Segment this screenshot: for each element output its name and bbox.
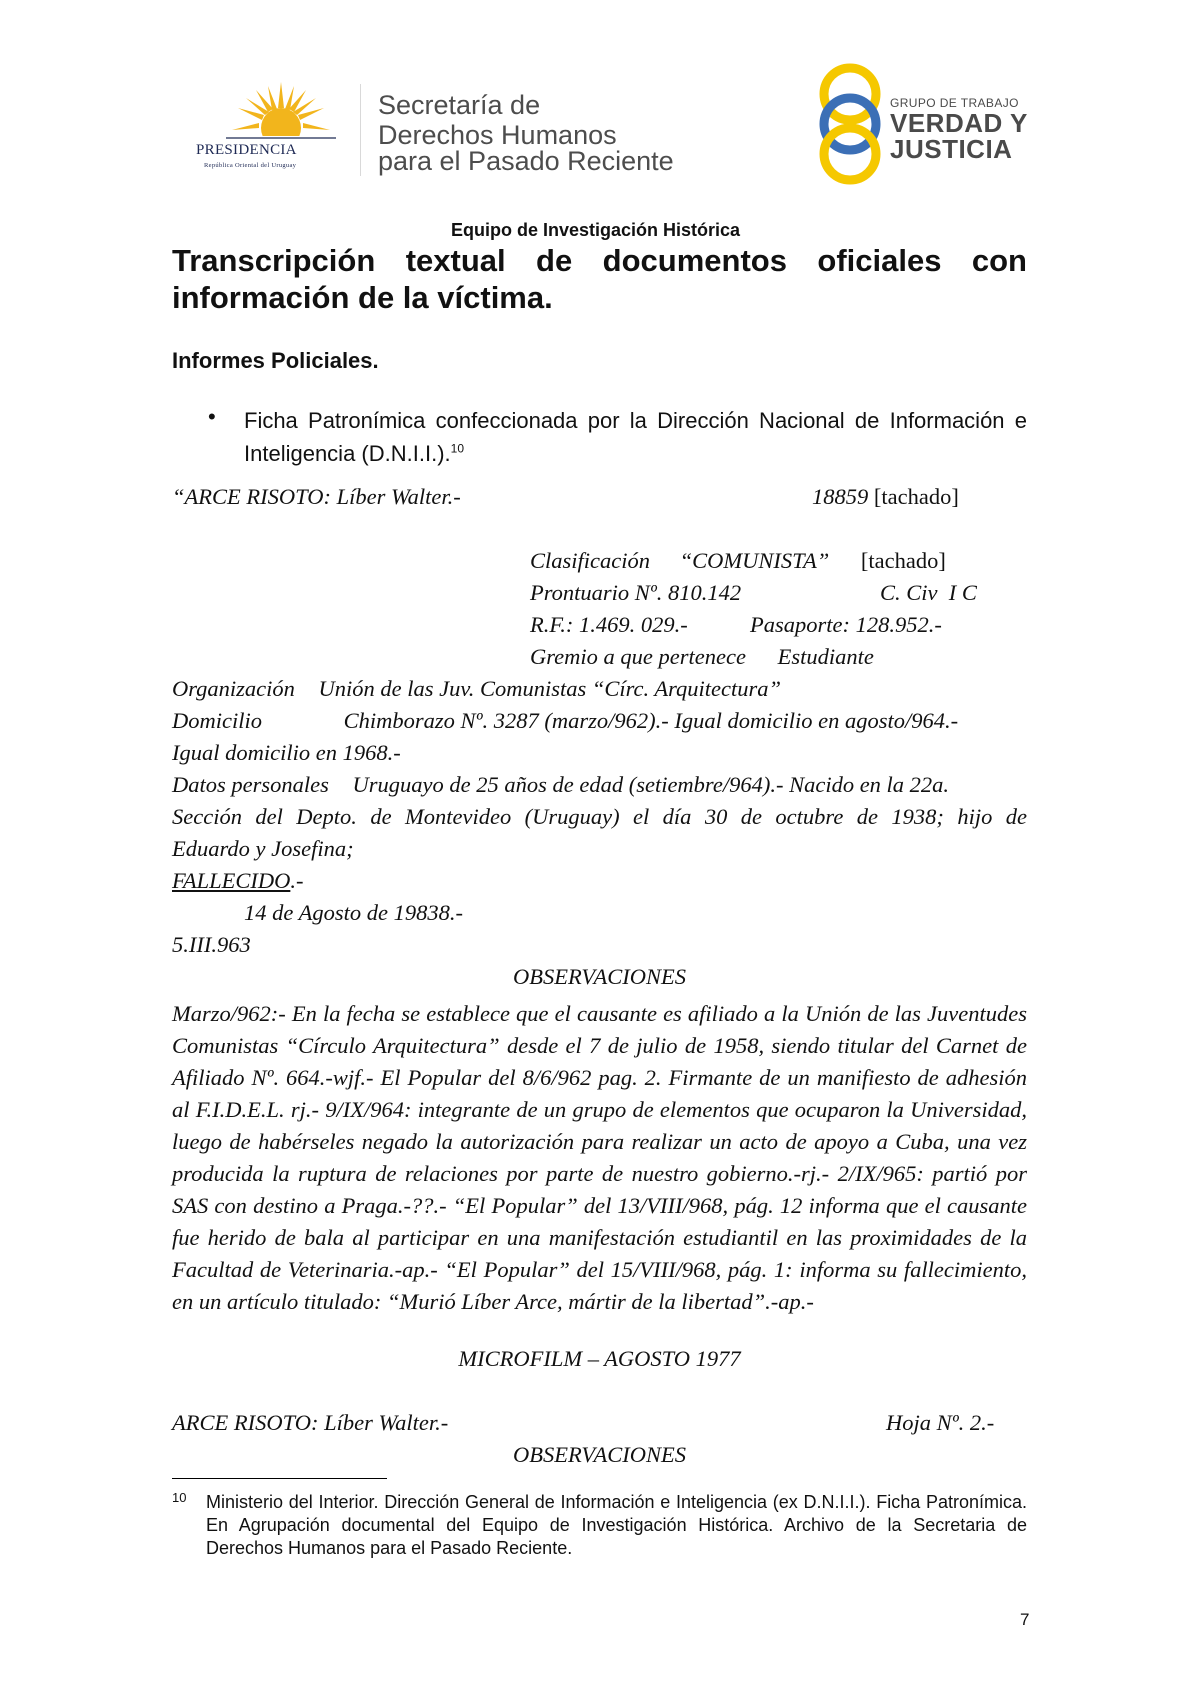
hoja-number: Hoja Nº. 2.- xyxy=(886,1410,995,1435)
presidencia-sun-logo xyxy=(226,78,336,150)
presidencia-subtitle: República Oriental del Uruguay xyxy=(204,162,297,169)
secretaria-line-3: para el Pasado Reciente xyxy=(378,146,674,176)
bullet-item xyxy=(244,404,1027,470)
presidencia-name: PRESIDENCIA xyxy=(196,142,297,158)
record-name: “ARCE RISOTO: Líber Walter.- xyxy=(172,484,461,509)
fallecido-row: FALLECIDO.- xyxy=(172,868,304,893)
vj-group-label: GRUPO DE TRABAJO xyxy=(890,96,1019,110)
footnote-text: Ministerio del Interior. Dirección General de Información e Inteligencia (ex D.N.I.I.). Ficha Patronímica. En Agrupación documental del Equipo de Investigación Histórica. Archivo de la Secretaria de Derechos Humanos para el Pasado Reciente. xyxy=(206,1492,1027,1558)
observaciones-text: Marzo/962:- En la fecha se establece que el causante es afiliado a la Unión de las Juventudes Comunistas “Círculo Arquitectura” desde el 7 de julio de 1958, siendo titular del Carnet de Afiliado Nº. 664.-wjf.- El Popular del 8/6/962 pag. 2. Firmante de un manifiesto de adhesión al F.I.D.E.L. rj.- 9/IX/964: integrante de un grupo de elementos que ocuparon la Universidad, luego de habérseles negado la autorización para realizar un acto de apoyo a Cuba, una vez producida la ruptura de relaciones por parte de nuestro gobierno.-rj.- 2/IX/965: partió por SAS con destino a Praga.-??.- “El Popular” del 13/VIII/968, pág. 12 informa que el causante fue herido de bala al participar en una manifestación estudiantil en las proximidades de la Facultad de Veterinaria.-ap.- “El Popular” del 15/VIII/968, pág. 1: informa su fallecimiento, en un artículo titulado: “Murió Líber Arce, mártir de la libertad”.-ap.- xyxy=(172,1001,1027,1314)
footnote-rule xyxy=(172,1478,387,1479)
gremio-row: Gremio a que pertenece Estudiante xyxy=(530,644,874,669)
record-number: 18859 [tachado] xyxy=(812,484,959,509)
header-divider xyxy=(360,84,361,176)
record-number-note: [tachado] xyxy=(873,484,959,509)
date-code: 5.III.963 xyxy=(172,932,251,957)
civ: C. Civ I C xyxy=(880,580,977,605)
team-heading: Equipo de Investigación Histórica xyxy=(450,220,741,240)
verdad-justicia-rings-logo xyxy=(812,62,888,186)
fallecido-date: 14 de Agosto de 19838.- xyxy=(244,900,463,925)
observaciones-heading-2: OBSERVACIONES xyxy=(513,1442,686,1467)
datos-cont-2: Eduardo y Josefina; xyxy=(172,836,354,861)
datos-row: Datos personales Uruguayo de 25 años de edad (setiembre/964).- Nacido en la 22a. xyxy=(172,772,950,797)
prontuario: Prontuario Nº. 810.142 xyxy=(530,580,742,605)
rf-number: R.F.: 1.469. 029.- xyxy=(530,612,688,637)
secretaria-line-1: Secretaría de xyxy=(378,90,541,120)
domicilio-cont: Igual domicilio en 1968.- xyxy=(172,740,401,765)
observaciones-heading: OBSERVACIONES xyxy=(513,964,686,989)
document-title: Transcripción textual de documentos oficiales con información de la víctima. xyxy=(172,243,1027,315)
pasaporte: Pasaporte: 128.952.- xyxy=(750,612,942,637)
bullet-text: Ficha Patronímica confeccionada por la Dirección Nacional de Información e Inteligencia (D.N.I.I.). xyxy=(244,408,1027,466)
vj-line-1: VERDAD Y xyxy=(890,108,1028,138)
datos-cont-1: Sección del Depto. de Montevideo (Uruguay) el día 30 de octubre de 1938; hijo de xyxy=(172,804,1027,829)
secretaria-line-2: Derechos Humanos xyxy=(378,120,617,150)
footnote-ref: 10 xyxy=(450,441,464,456)
domicilio-row: Domicilio Chimborazo Nº. 3287 (marzo/962).- Igual domicilio en agosto/964.- xyxy=(172,708,959,733)
section-heading: Informes Policiales. xyxy=(172,348,379,373)
clasificacion-row: Clasificación “COMUNISTA” [tachado] xyxy=(530,548,946,573)
page-number: 7 xyxy=(1020,1610,1030,1629)
record-name-2: ARCE RISOTO: Líber Walter.- xyxy=(172,1410,449,1435)
vj-line-2: JUSTICIA xyxy=(890,134,1013,164)
microfilm-line: MICROFILM – AGOSTO 1977 xyxy=(458,1346,741,1371)
footnote-number: 10 xyxy=(172,1490,187,1505)
organizacion-row: Organización Unión de las Juv. Comunistas “Círc. Arquitectura” xyxy=(172,676,782,701)
bullet-mark: • xyxy=(208,404,216,429)
